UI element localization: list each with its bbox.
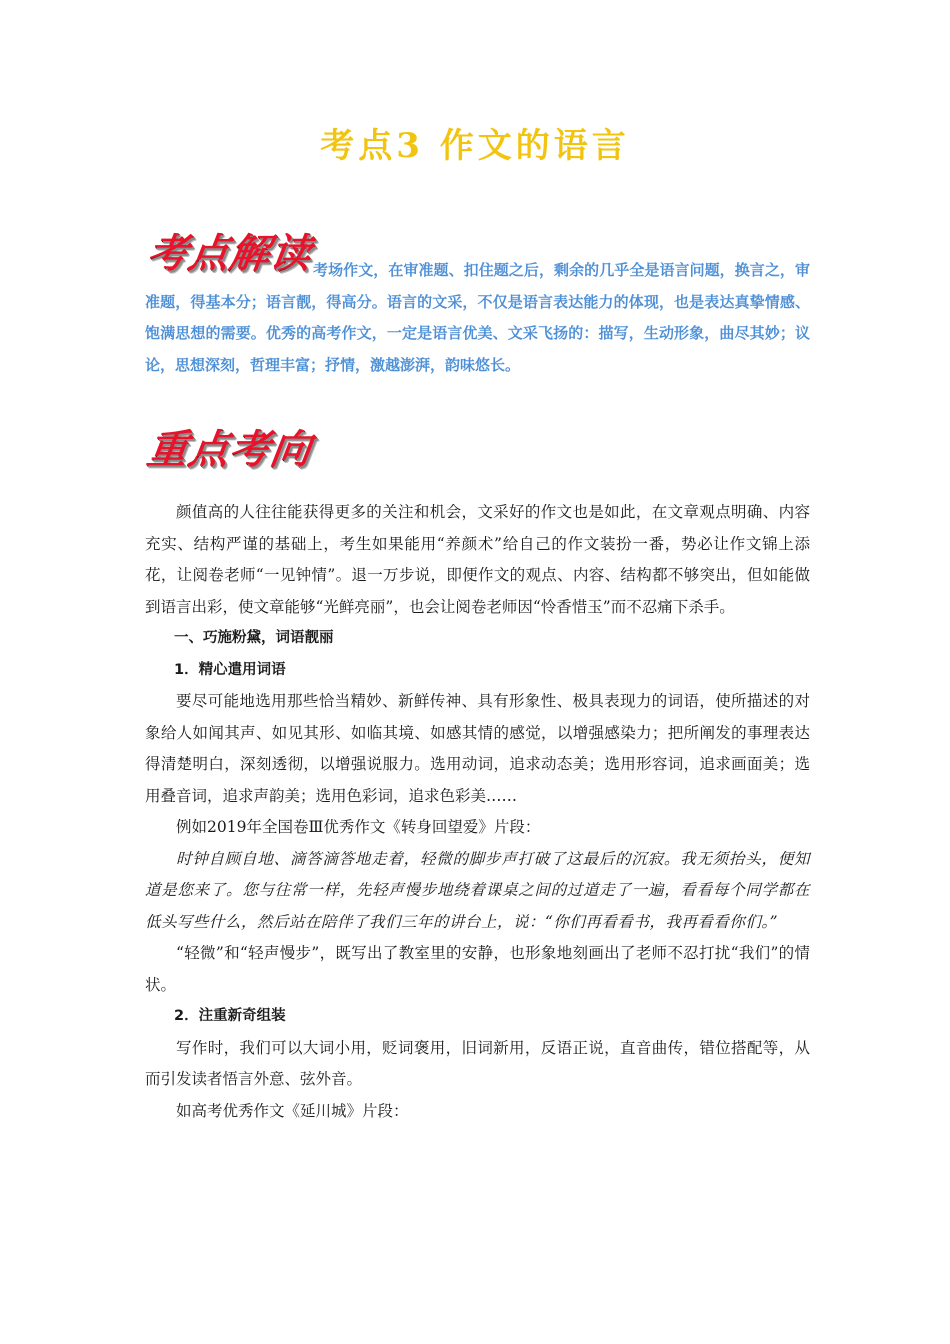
paragraph-example-intro-2: 如高考优秀作文《延川城》片段： [176, 1101, 409, 1120]
paragraph-word-choice: 要尽可能地选用那些恰当精妙、新鲜传神、具有形象性、极具表现力的词语，使所描述的对象给人如闻其声、如见其形、如临其境、如感其情的感觉，以增强感染力；把所阐发的事理表达得清楚明白，深刻透彻，以增强说服力。选用动词，追求动态美；选用形容词，追求画面美；选用叠音词，追求声韵美；选用色彩词，追求色彩美…… [145, 692, 810, 805]
heading-subsection-1: 1．精心遣用词语 [174, 661, 286, 678]
paragraph-analysis: “轻微”和“轻声慢步”，既写出了教室里的安静，也形象地刻画出了老师不忍打扰“我们”的情状。 [145, 944, 810, 994]
body-content [145, 497, 810, 1127]
intro-text: 考场作文，在审准题、扣住题之后，剩余的几乎全是语言问题，换言之，审准题，得基本分；语言靓，得高分。语言的文采，不仅是语言表达能力的体现，也是表达真挚情感、饱满思想的需要。优秀的高考作文，一定是语言优美、文采飞扬的：描写，生动形象，曲尽其妙；议论，思想深刻，哲理丰富；抒情，激越澎湃，韵味悠长。 [145, 261, 810, 374]
paragraph-novel-combination: 写作时，我们可以大词小用，贬词褒用，旧词新用，反语正说，直音曲传，错位搭配等，从而引发读者悟言外意、弦外音。 [145, 1038, 810, 1088]
quote-excerpt-1: 时钟自顾自地、滴答滴答地走着，轻微的脚步声打破了这最后的沉寂。我无须抬头，便知道是您来了。您与往常一样，先轻声慢步地绕着课桌之间的过道走了一遍，看看每个同学都在低头写些什么，然后站在陪伴了我们三年的讲台上，说：“你们再看看书，我再看看你们。” [145, 849, 810, 931]
heading-section-1: 一、巧施粉黛，词语靓丽 [174, 630, 334, 646]
section-badge-kaodian-jiedu: 考点解读 [144, 231, 315, 277]
paragraph-intro: 颜值高的人往往能获得更多的关注和机会，文采好的作文也是如此，在文章观点明确、内容充实、结构严谨的基础上，考生如果能用“养颜术”给自己的作文装扮一番，势必让作文锦上添花，让阅卷老师“一见钟情”。退一万步说，即便作文的观点、内容、结构都不够突出，但如能做到语言出彩，使文章能够“光鲜亮丽”，也会让阅卷老师因“怜香惜玉”而不忍痛下杀手。 [145, 503, 810, 616]
section-badge-zhongdian-kaoxiang: 重点考向 [144, 427, 315, 473]
heading-subsection-2: 2．注重新奇组装 [174, 1008, 286, 1024]
intro-paragraph [145, 255, 810, 381]
paragraph-example-intro: 例如2019年全国卷Ⅲ优秀作文《转身回望爱》片段： [176, 818, 541, 836]
page-title: 考点3 作文的语言 [320, 126, 630, 166]
